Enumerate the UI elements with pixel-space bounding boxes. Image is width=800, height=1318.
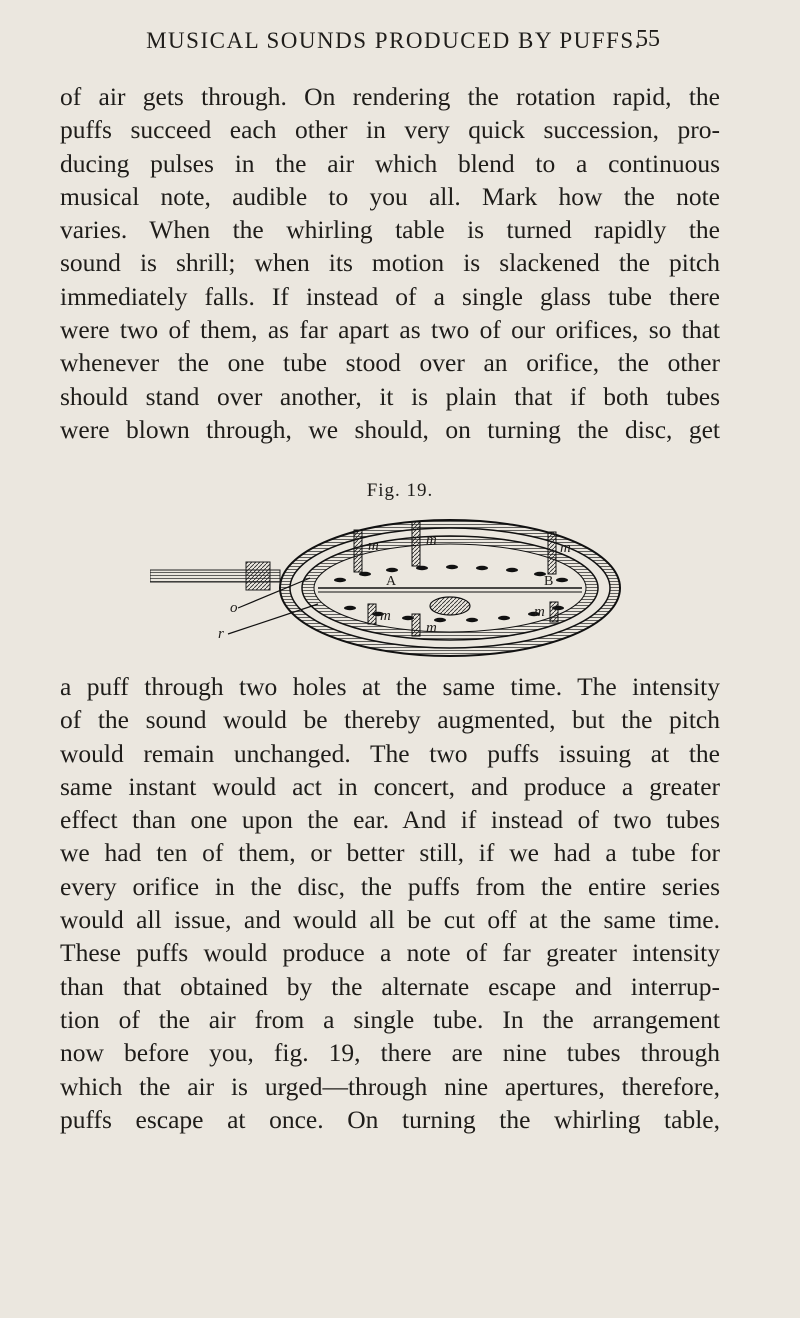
label-m-lower-left: m [380,608,391,624]
text-line: same instant would act in concert, and produce a greater [60,771,720,801]
paragraph-2 [60,670,720,1136]
text-line: we had ten of them, or better still, if we had a tube for [60,838,720,868]
disc-illustration [150,508,690,658]
text-line: immediately falls. If instead of a single glass tube there [60,281,720,311]
text-line: tion of the air from a single tube. In the arrangement [60,1004,720,1034]
text-line: would remain unchanged. The two puffs issuing at the [60,738,720,768]
text-line: musical note, audible to you all. Mark how the note [60,181,720,211]
tube-left [354,530,362,572]
text-line: which the air is urged—through nine apertures, therefore, [60,1071,720,1101]
tube-lower-right [550,602,558,622]
text-line: than that obtained by the alternate escape and interrup- [60,971,720,1001]
figure-19-whirling-disc [150,508,690,658]
text-line: should stand over another, it is plain that if both tubes [60,381,720,411]
text-line: varies. When the whirling table is turned rapidly the [60,215,720,245]
text-line: of air gets through. On rendering the rotation rapid, the [60,82,720,111]
text-line: These puffs would produce a note of far greater intensity [60,938,720,968]
figure-caption: Fig. 19. [366,480,434,501]
axle-collar [246,562,270,590]
tube-bottom [412,614,420,636]
text-line: whenever the one tube stood over an orifice, the other [60,348,720,378]
text-line: effect than one upon the ear. And if instead of two tubes [60,805,720,835]
label-a: A [386,574,397,589]
text-line: every orifice in the disc, the puffs from the entire series [60,871,720,901]
paragraph-1 [60,80,720,446]
text-line: puffs succeed each other in very quick succession, pro- [60,115,720,145]
label-r: r [218,626,224,642]
label-m-lower-right: m [534,604,545,620]
text-line: were blown through, we should, on turning the disc, get [60,414,720,444]
label-b: B [544,574,554,589]
page-number: 55 [636,26,660,52]
text-line: now before you, fig. 19, there are nine tubes through [60,1038,720,1068]
tube-lower-left [368,604,376,624]
label-m-bottom: m [426,620,437,636]
label-m-left: m [368,538,379,554]
label-m-top: m [426,532,437,548]
label-o: o [230,600,238,616]
text-line: of the sound would be thereby augmented, but the pitch [60,705,720,735]
central-hub [430,597,470,615]
text-line: a puff through two holes at the same time. The intensity [60,672,720,701]
text-line: ducing pulses in the air which blend to a continuous [60,148,720,178]
label-m-right: m [560,540,571,556]
tube-top [412,522,420,566]
text-line: were two of them, as far apart as two of our orifices, so that [60,315,720,345]
text-line: puffs escape at once. On turning the whirling table, [60,1104,720,1134]
running-header: MUSICAL SOUNDS PRODUCED BY PUFFS. [146,28,642,53]
text-line: sound is shrill; when its motion is slackened the pitch [60,248,720,278]
tube-right [548,532,556,574]
text-line: would all issue, and would all be cut off at the same time. [60,905,720,935]
